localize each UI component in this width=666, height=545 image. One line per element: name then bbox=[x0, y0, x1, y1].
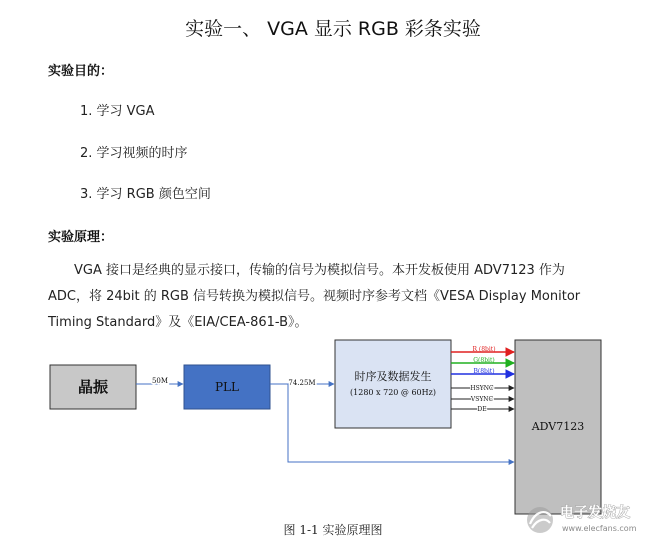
clk-out-label: 74.25M bbox=[288, 379, 316, 387]
principle-heading: 实验原理： bbox=[48, 230, 114, 245]
signal-g-label: G(8bit) bbox=[473, 357, 495, 364]
timing-title: 时序及数据发生 bbox=[354, 370, 432, 383]
signal-hsync-label: HSYNC bbox=[470, 385, 494, 392]
signal-vsync-label: VSYNC bbox=[470, 396, 494, 403]
principle-paragraph bbox=[48, 258, 608, 336]
purpose-item-2: 2. 学习视频的时序 bbox=[80, 146, 188, 161]
principle-line-2: ADC，将 24bit 的 RGB 信号转换为模拟信号。视频时序参考文档《VESA Display Monitor bbox=[48, 289, 581, 304]
purpose-heading: 实验目的： bbox=[48, 64, 114, 79]
signal-b-label: B(8bit) bbox=[473, 368, 495, 375]
principle-diagram bbox=[0, 330, 666, 520]
watermark-url: www.elecfans.com bbox=[562, 524, 637, 533]
signal-r-label: R (8bit) bbox=[472, 346, 496, 353]
timing-block bbox=[335, 340, 451, 428]
watermark-icon bbox=[527, 507, 553, 533]
signal-de-label: DE bbox=[477, 406, 487, 413]
clk-in-label: 50M bbox=[151, 377, 169, 385]
crystal-label: 晶振 bbox=[77, 378, 109, 396]
principle-line-3: Timing Standard》及《EIA/CEA-861-B》。 bbox=[48, 315, 308, 330]
page-title: 实验一、 VGA 显示 RGB 彩条实验 bbox=[185, 18, 481, 40]
purpose-item-1: 1. 学习 VGA bbox=[80, 104, 155, 119]
pll-label: PLL bbox=[214, 380, 240, 394]
dac-label: ADV7123 bbox=[531, 420, 585, 433]
figure-caption: 图 1-1 实验原理图 bbox=[283, 523, 383, 537]
watermark-brand: 电子发烧友 bbox=[560, 505, 630, 521]
purpose-item-3: 3. 学习 RGB 颜色空间 bbox=[80, 187, 211, 202]
principle-line-1: VGA 接口是经典的显示接口，传输的信号为模拟信号。本开发板使用 ADV7123 作为 bbox=[74, 263, 565, 278]
timing-subtitle: (1280 x 720 @ 60Hz) bbox=[350, 388, 436, 397]
watermark-logo bbox=[520, 498, 660, 538]
